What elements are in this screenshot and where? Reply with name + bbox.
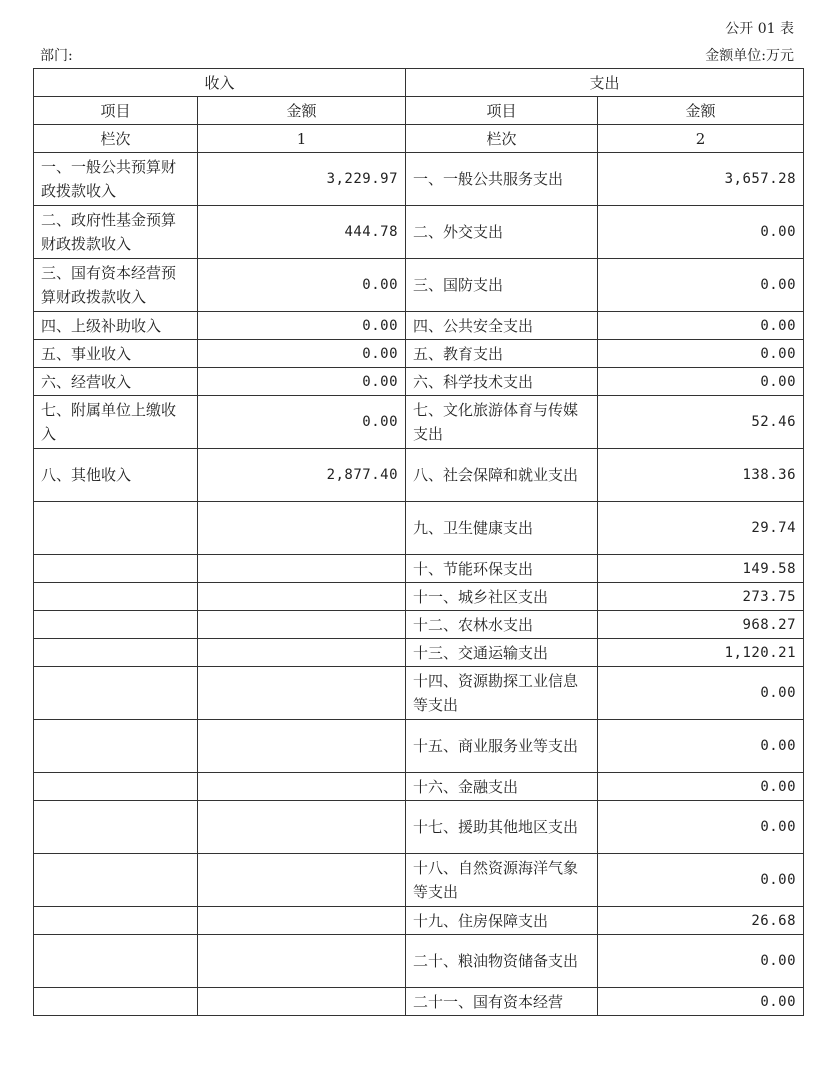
table-row	[34, 312, 804, 340]
expense-item: 八、社会保障和就业支出	[406, 449, 598, 502]
table-row	[34, 259, 804, 312]
income-amount	[198, 639, 406, 667]
expense-amount: 0.00	[598, 854, 804, 907]
table-row	[34, 773, 804, 801]
income-amount-column-header: 金额	[198, 97, 406, 125]
income-amount: 444.78	[198, 206, 406, 259]
expense-section-header: 支出	[406, 69, 804, 97]
expense-item: 六、科学技术支出	[406, 368, 598, 396]
expense-amount: 26.68	[598, 907, 804, 935]
amount-unit-label: 金额单位:万元	[705, 48, 794, 64]
expense-item: 九、卫生健康支出	[406, 502, 598, 555]
income-item	[34, 935, 198, 988]
income-amount: 0.00	[198, 312, 406, 340]
income-item: 六、经营收入	[34, 368, 198, 396]
expense-item: 一、一般公共服务支出	[406, 153, 598, 206]
expense-item: 二、外交支出	[406, 206, 598, 259]
income-item	[34, 611, 198, 639]
expense-column-no: 2	[598, 125, 804, 153]
income-item	[34, 639, 198, 667]
expense-item: 十三、交通运输支出	[406, 639, 598, 667]
income-amount	[198, 773, 406, 801]
income-amount: 0.00	[198, 396, 406, 449]
expense-item: 二十、粮油物资储备支出	[406, 935, 598, 988]
table-row	[34, 720, 804, 773]
expense-item: 十五、商业服务业等支出	[406, 720, 598, 773]
expense-item-column-header: 项目	[406, 97, 598, 125]
income-amount	[198, 667, 406, 720]
income-amount: 0.00	[198, 368, 406, 396]
income-amount	[198, 720, 406, 773]
income-amount	[198, 988, 406, 1016]
table-row	[34, 935, 804, 988]
expense-item: 十、节能环保支出	[406, 555, 598, 583]
table-row	[34, 854, 804, 907]
table-row	[34, 667, 804, 720]
expense-amount: 0.00	[598, 935, 804, 988]
income-item	[34, 801, 198, 854]
department-label: 部门:	[40, 48, 73, 64]
expense-amount: 273.75	[598, 583, 804, 611]
income-item: 七、附属单位上缴收入	[34, 396, 198, 449]
expense-column-no-label: 栏次	[406, 125, 598, 153]
income-item	[34, 988, 198, 1016]
expense-item: 五、教育支出	[406, 340, 598, 368]
income-amount	[198, 555, 406, 583]
expense-amount: 3,657.28	[598, 153, 804, 206]
expense-amount: 0.00	[598, 988, 804, 1016]
table-row	[34, 449, 804, 502]
expense-item: 三、国防支出	[406, 259, 598, 312]
income-item	[34, 583, 198, 611]
table-row	[34, 639, 804, 667]
expense-amount: 138.36	[598, 449, 804, 502]
income-item	[34, 667, 198, 720]
table-row	[34, 153, 804, 206]
income-item	[34, 854, 198, 907]
expense-item: 十六、金融支出	[406, 773, 598, 801]
income-amount	[198, 583, 406, 611]
expense-amount: 0.00	[598, 340, 804, 368]
expense-item: 十四、资源勘探工业信息等支出	[406, 667, 598, 720]
table-row	[34, 502, 804, 555]
income-item: 八、其他收入	[34, 449, 198, 502]
income-amount	[198, 611, 406, 639]
expense-amount: 149.58	[598, 555, 804, 583]
income-item	[34, 907, 198, 935]
table-row	[34, 340, 804, 368]
income-amount	[198, 854, 406, 907]
table-row	[34, 368, 804, 396]
expense-amount: 0.00	[598, 368, 804, 396]
table-row	[34, 583, 804, 611]
table-row	[34, 611, 804, 639]
table-row	[34, 988, 804, 1016]
expense-item: 四、公共安全支出	[406, 312, 598, 340]
income-amount: 0.00	[198, 340, 406, 368]
form-code: 公开 01 表	[725, 21, 794, 37]
expense-amount-column-header: 金额	[598, 97, 804, 125]
expense-amount: 52.46	[598, 396, 804, 449]
expense-amount: 0.00	[598, 801, 804, 854]
expense-item: 十九、住房保障支出	[406, 907, 598, 935]
expense-amount: 968.27	[598, 611, 804, 639]
income-item	[34, 773, 198, 801]
expense-amount: 0.00	[598, 667, 804, 720]
income-item: 三、国有资本经营预算财政拨款收入	[34, 259, 198, 312]
expense-amount: 29.74	[598, 502, 804, 555]
income-amount: 3,229.97	[198, 153, 406, 206]
expense-item: 二十一、国有资本经营	[406, 988, 598, 1016]
expense-item: 十七、援助其他地区支出	[406, 801, 598, 854]
income-amount: 2,877.40	[198, 449, 406, 502]
income-item	[34, 720, 198, 773]
income-column-no-label: 栏次	[34, 125, 198, 153]
expense-item: 十二、农林水支出	[406, 611, 598, 639]
expense-item: 十八、自然资源海洋气象等支出	[406, 854, 598, 907]
income-amount	[198, 502, 406, 555]
table-row	[34, 396, 804, 449]
expense-item: 十一、城乡社区支出	[406, 583, 598, 611]
income-section-header: 收入	[34, 69, 406, 97]
income-item-column-header: 项目	[34, 97, 198, 125]
income-item	[34, 502, 198, 555]
table-row	[34, 555, 804, 583]
income-item: 四、上级补助收入	[34, 312, 198, 340]
income-item: 二、政府性基金预算财政拨款收入	[34, 206, 198, 259]
income-amount	[198, 801, 406, 854]
expense-amount: 0.00	[598, 312, 804, 340]
expense-amount: 0.00	[598, 206, 804, 259]
income-column-no: 1	[198, 125, 406, 153]
expense-item: 七、文化旅游体育与传媒支出	[406, 396, 598, 449]
expense-amount: 0.00	[598, 720, 804, 773]
income-amount	[198, 935, 406, 988]
income-amount	[198, 907, 406, 935]
expense-amount: 0.00	[598, 259, 804, 312]
expense-amount: 1,120.21	[598, 639, 804, 667]
budget-summary-table	[33, 68, 804, 1016]
income-item: 一、一般公共预算财政拨款收入	[34, 153, 198, 206]
income-amount: 0.00	[198, 259, 406, 312]
table-row	[34, 907, 804, 935]
income-item: 五、事业收入	[34, 340, 198, 368]
table-row	[34, 801, 804, 854]
table-row	[34, 206, 804, 259]
income-item	[34, 555, 198, 583]
expense-amount: 0.00	[598, 773, 804, 801]
